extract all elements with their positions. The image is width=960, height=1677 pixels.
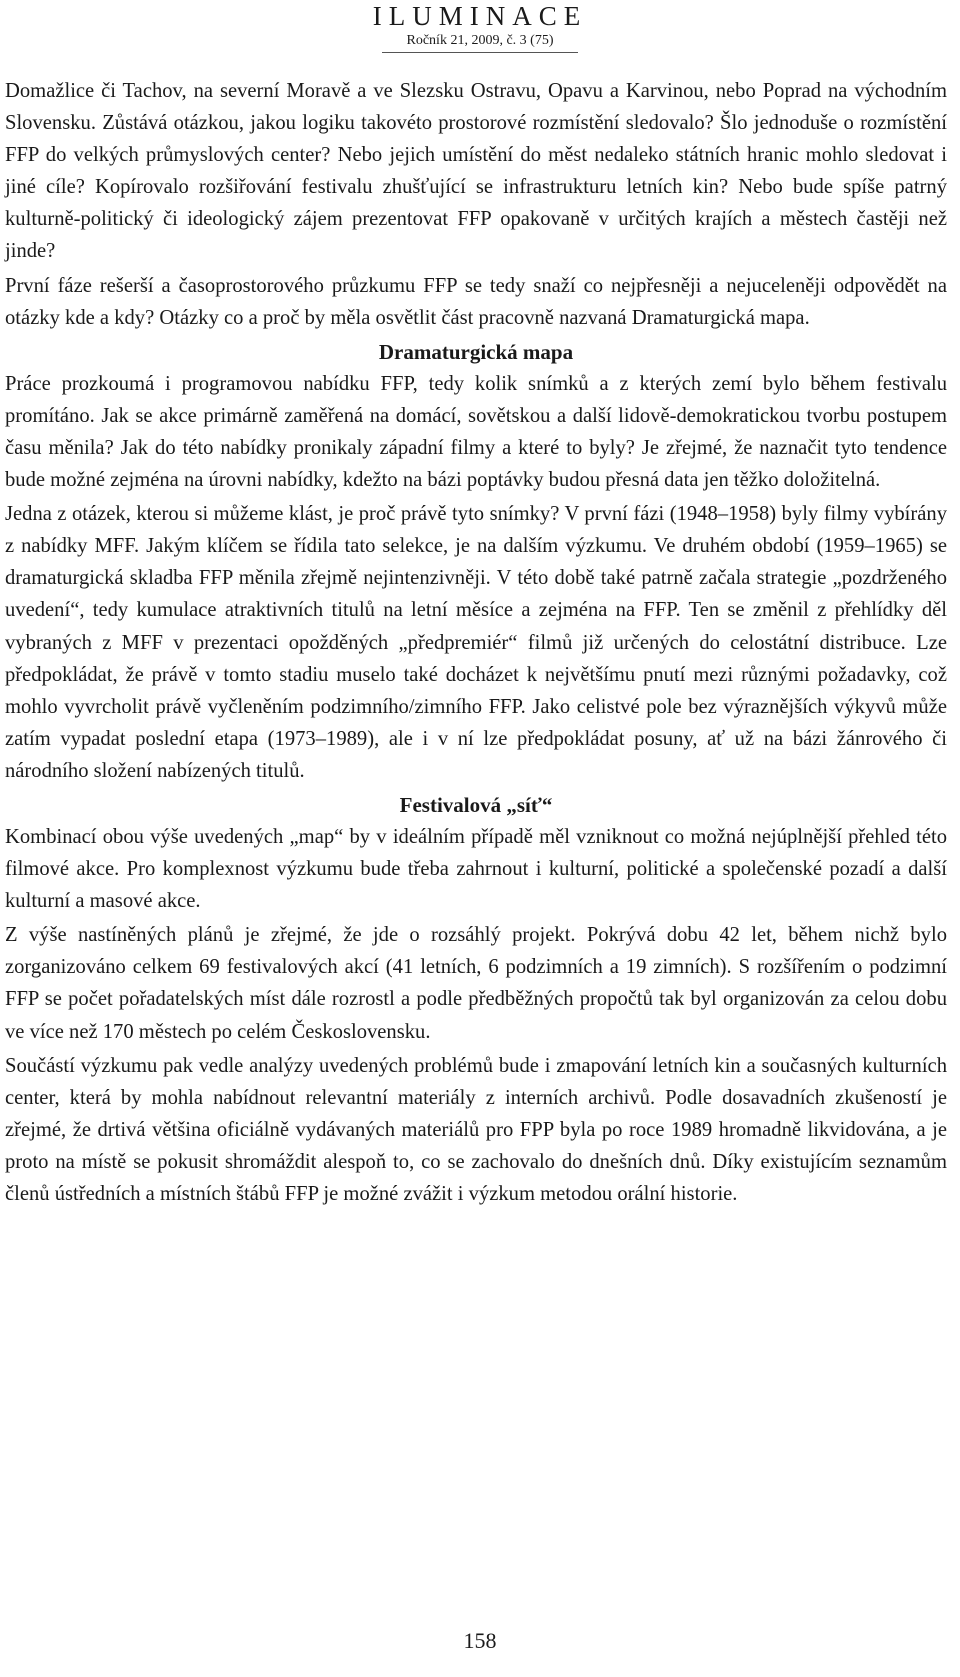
page-number: 158 — [463, 1628, 497, 1653]
paragraph: Kombinací obou výše uvedených „map“ by v ideálním případě měl vzniknout co možná nejúplnější přehled této filmové akce. Pro komplexnost výzkumu bude třeba zahrnout i kulturní, politické a společenské pozadí a další kulturní a masové akce. — [5, 825, 947, 913]
article-body — [5, 75, 947, 1212]
paragraph: První fáze rešerší a časoprostorového průzkumu FFP se tedy snaží co nejpřesněji a nejuceleněji odpovědět na otázky kde a kdy? Otázky co a proč by měla osvětlit část pracovně nazvaná Dramaturgická mapa. — [5, 274, 947, 329]
paragraph: Z výše nastíněných plánů je zřejmé, že jde o rozsáhlý projekt. Pokrývá dobu 42 let, během nichž bylo zorganizováno celkem 69 festivalových akcí (41 letních, 6 podzimních a 19 zimních). S rozšířením o podzimní FFP se počet pořadatelských míst dále rozrostl a podle předběžných propočtů tak byl organizován za celou dobu ve více než 170 městech po celém Československu. — [5, 924, 947, 1043]
paragraph: Práce prozkoumá i programovou nabídku FFP, tedy kolik snímků a z kterých zemí bylo během festivalu promítáno. Jak se akce primárně zaměřená na domácí, sovětskou a další lidově-demokratickou tvorbu postupem času měnila? Jak do této nabídky pronikaly západní filmy a které to byly? Je zřejmé, že naznačit tyto tendence bude možné zejména na úrovni nabídky, kdežto na bázi poptávky budou přesná data jen těžko doložitelná. — [5, 372, 947, 492]
running-header — [0, 0, 960, 53]
paragraph: Jedna z otázek, kterou si můžeme klást, je proč právě tyto snímky? V první fázi (1948–1958) byly filmy vybírány z nabídky MFF. Jakým klíčem se řídila tato selekce, je na dalším výzkumu. Ve druhém období (1959–1965) se dramaturgická skladba FFP měnila zřejmě nejintenzivněji. V této době také patrně začala strategie „pozdrženého uvedení“, tedy kumulace atraktivních titulů na letní měsíce a zejména na FFP. Ten se změnil z přehlídky děl vybraných z MFF v prezentaci opožděných „předpremiér“ filmů již určených do celostátní distribuce. Lze předpokládat, že právě v tomto stadiu muselo také docházet k největšímu pnutí mezi různými požadavky, což mohlo vyvrcholit právě vyčleněním podzimního/zimního FFP. Jako celistvé pole bez výraznějších výkyvů může zatím vypadat poslední etapa (1973–1989), ale i v ní lze předpokládat posuny, ať už na bázi žánrového či národního složení nabízených titulů. — [5, 503, 947, 782]
header-rule — [382, 52, 578, 53]
journal-issue: Ročník 21, 2009, č. 3 (75) — [406, 32, 554, 48]
journal-title: ILUMINACE — [372, 1, 588, 31]
section-heading-festivalova-sit: Festivalová „síť“ — [399, 792, 553, 817]
paragraph: Součástí výzkumu pak vedle analýzy uvedených problémů bude i zmapování letních kin a současných kulturních center, která by mohla nabídnout relevantní materiály z interních archivů. Podle dosavadních zkušeností je zřejmé, že drtivá většina oficiálně vydávaných materiálů pro FPP byla po roce 1989 hromadně likvidována, a je proto na místě se pokusit shromáždit alespoň to, co se zachovalo do dnešních dnů. Díky existujícím seznamům členů ústředních a místních štábů FFP je možné zvážit i výzkum metodou orální historie. — [5, 1054, 947, 1205]
paragraph: Domažlice či Tachov, na severní Moravě a ve Slezsku Ostravu, Opavu a Karvinou, nebo Poprad na východním Slovensku. Zůstává otázkou, jakou logiku takovéto prostorové rozmístění sledovalo? Šlo jednoduše o rozmístění FFP do velkých průmyslových center? Nebo jejich umístění do měst nedaleko státních hranic mohlo sledovat i jiné cíle? Kopírovalo rozšiřování festivalu zhušťující se infrastrukturu letních kin? Nebo bude spíše patrný kulturně-politický či ideologický zájem prezentovat FFP opakovaně v určitých krajích a městech častěji než jinde? — [5, 80, 947, 263]
section-heading-dramaturgicka-mapa: Dramaturgická mapa — [378, 339, 574, 364]
